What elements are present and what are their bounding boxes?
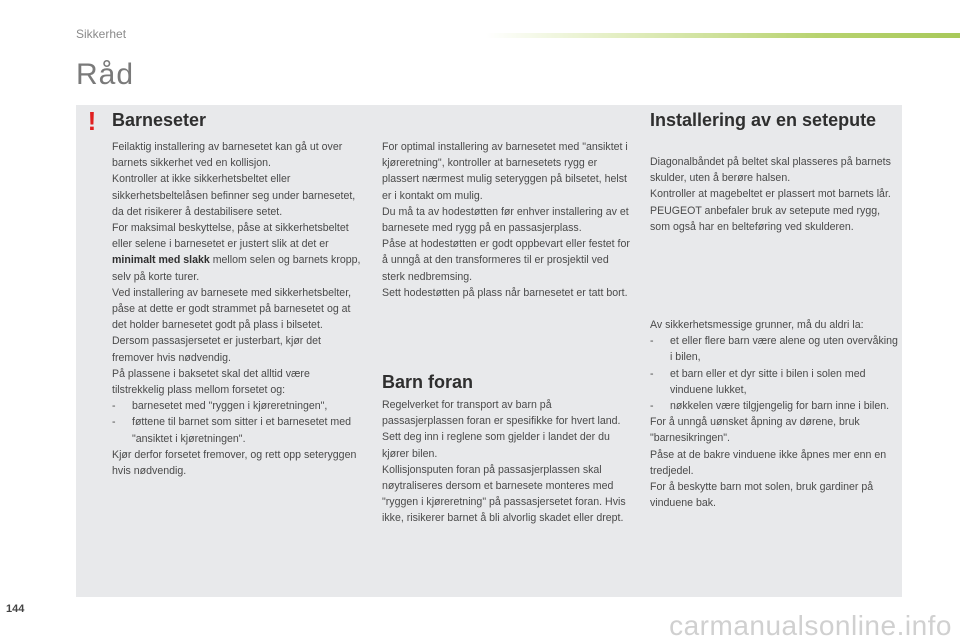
paragraph: For å unngå uønsket åpning av dørene, bruk "barnesikringen". [650,416,860,445]
page-title: Råd [76,58,135,91]
paragraph: Diagonalbåndet på beltet skal plasseres på barnets skulder, uten å berøre halsen. [650,156,891,185]
paragraph: For maksimal beskyttelse, påse at sikkerhetsbeltet eller selene i barnesetet er justert slik at det er minimalt med slakk mellom selen og barnets kropp, selv på korte turer. [112,222,361,283]
heading-barneseter: Barneseter [112,110,207,130]
sikkerhet-text [650,317,898,511]
paragraph: Sett hodestøtten på plass når barnesetet er tatt bort. [382,286,628,299]
barn-foran-text [382,397,632,527]
heading-barn-foran: Barn foran [382,372,474,392]
paragraph: Påse at hodestøtten er godt oppbevart eller festet for å unngå at den transformeres til er prosjektil ved sterk nedbremsing. [382,238,630,283]
paragraph: Kontroller at magebeltet er plassert mot barnets lår. [650,188,891,201]
paragraph: Ved installering av barnesete med sikkerhetsbelter, påse at dette er godt strammet på barnesetet og at det holder barnesetet godt på plass i bilsetet. Dersom passasjersetet er justerbart, kjør det fremover hvis nødvendig. [112,286,352,364]
list-item: - barnesetet med "ryggen i kjøreretningen", [112,398,362,414]
setepute-text [650,154,898,235]
paragraph: Av sikkerhetsmessige grunner, må du aldri la: [650,319,864,331]
bold-text: minimalt med slakk [112,254,210,267]
page-number: 144 [6,603,25,615]
barneseter-column-2 [382,139,632,301]
paragraph: PEUGEOT anbefaler bruk av setepute med rygg, som også har en belteføring ved skulderen. [650,204,881,233]
section-label: Sikkerhet [76,27,127,41]
barneseter-column-1 [112,139,362,479]
heading-setepute: Installering av en setepute [650,110,877,130]
list-item: - et eller flere barn være alene og uten overvåking i bilen, [650,333,898,365]
paragraph: Påse at de bakre vinduene ikke åpnes mer enn en tredjedel. [650,448,887,477]
exclamation-icon: ! [87,106,97,136]
paragraph: For optimal installering av barnesetet med "ansiktet i kjøreretning", kontroller at barnesetets rygg er plassert nærmest mulig seteryggen på bilsetet, helst er i kontakt om mulig. [382,141,628,202]
paragraph: For å beskytte barn mot solen, bruk gardiner på vinduene bak. [650,481,874,510]
paragraph: Kontroller at ikke sikkerhetsbeltet eller sikkerhetsbeltelåsen befinner seg under barnesetet, da det risikerer å destabilisere setet. [112,173,356,218]
list-item: - nøkkelen være tilgjengelig for barn inne i bilen. [650,398,898,414]
list-item: - føttene til barnet som sitter i et barnesetet med "ansiktet i kjøretningen". [112,414,362,446]
paragraph: Du må ta av hodestøtten før enhver installering av et barnesete med rygg på en passasjerplass. [382,205,629,235]
header-accent-bar [486,33,960,38]
watermark-text: carmanualsonline.info [669,610,952,641]
paragraph: Feilaktig installering av barnesetet kan gå ut over barnets sikkerhet ved en kollisjon. [112,141,343,170]
paragraph: Regelverket for transport av barn på passasjerplassen foran er spesifikke for hvert land. Sett deg inn i reglene som gjelder i landet der du kjører bilen. [382,399,621,460]
paragraph: På plassene i baksetet skal det alltid være tilstrekkelig plass mellom forsetet og: [112,367,310,397]
paragraph: Kollisjonsputen foran på passasjerplassen skal nøytraliseres dersom et barnesete monteres med "ryggen i kjøreretning" på passasjersetet foran. Hvis ikke, risikerer barnet å bli alvorlig skadet eller drept. [382,463,626,525]
list-item: - et barn eller et dyr sitte i bilen i solen med vinduene lukket, [650,366,898,398]
paragraph: Kjør derfor forsetet fremover, og rett opp seteryggen hvis nødvendig. [112,448,357,478]
